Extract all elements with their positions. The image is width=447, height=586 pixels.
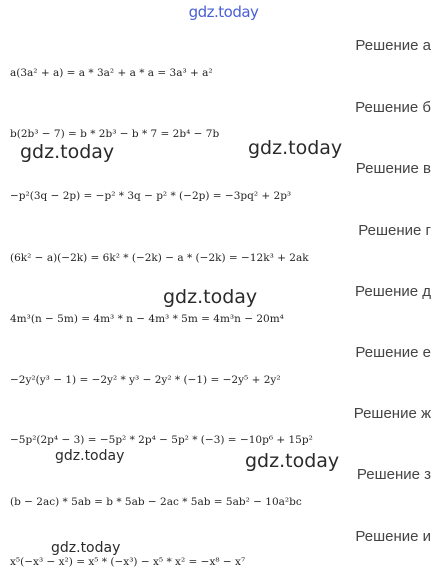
watermark: gdz.today [51, 540, 121, 556]
watermark: gdz.today [245, 450, 340, 472]
watermark: gdz.today [163, 286, 258, 308]
solution-heading-a: Решение а [355, 37, 431, 54]
solution-heading-d: Решение д [355, 283, 431, 300]
watermark: gdz.today [248, 137, 343, 159]
solution-formula-v: −p²(3q − 2p) = −p² * 3q − p² * (−2p) = −3pq² + 2p³ [10, 190, 292, 202]
solution-heading-v: Решение в [355, 160, 431, 177]
solution-heading-b: Решение б [355, 99, 431, 116]
solution-formula-b: b(2b³ − 7) = b * 2b³ − b * 7 = 2b⁴ − 7b [10, 128, 220, 140]
solution-heading-z: Решение з [356, 466, 431, 483]
solution-heading-zh: Решение ж [353, 405, 431, 422]
watermark: gdz.today [55, 448, 125, 464]
solution-heading-g: Решение г [358, 222, 431, 239]
solution-formula-g: (6k² − a)(−2k) = 6k² * (−2k) − a * (−2k) = −12k³ + 2ak [10, 252, 309, 264]
solution-formula-zh: −5p²(2p⁴ − 3) = −5p² * 2p⁴ − 5p² * (−3) = −10p⁶ + 15p² [10, 434, 313, 446]
site-header: gdz.today [188, 3, 259, 21]
watermark: gdz.today [20, 141, 115, 163]
solution-heading-e: Решение е [355, 344, 431, 361]
solution-formula-z: (b − 2ac) * 5ab = b * 5ab − 2ac * 5ab = 5ab² − 10a²bc [10, 496, 302, 508]
solution-formula-i: x⁵(−x³ − x²) = x⁵ * (−x³) − x⁵ * x² = −x⁸ − x⁷ [10, 556, 246, 568]
solution-formula-d: 4m³(n − 5m) = 4m³ * n − 4m³ * 5m = 4m³n − 20m⁴ [10, 313, 284, 325]
solution-formula-e: −2y²(y³ − 1) = −2y² * y³ − 2y² * (−1) = −2y⁵ + 2y² [10, 374, 281, 386]
solution-heading-i: Решение и [355, 528, 431, 545]
solution-formula-a: a(3a² + a) = a * 3a² + a * a = 3a³ + a² [10, 67, 213, 79]
